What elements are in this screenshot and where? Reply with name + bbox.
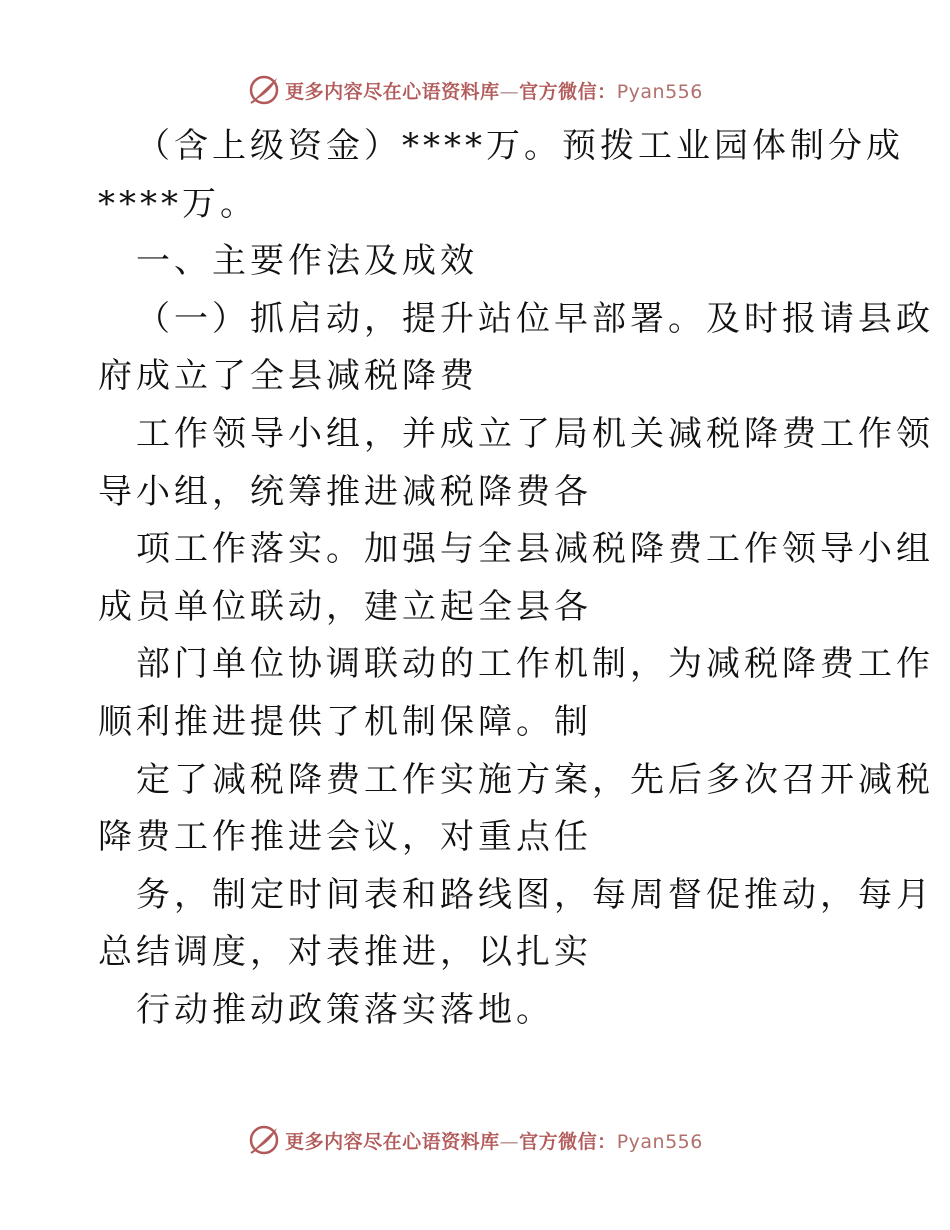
pen-quill-logo-icon <box>247 1123 281 1157</box>
watermark-wechat-id: Pyan556 <box>616 80 703 103</box>
document-body <box>98 118 934 1040</box>
paragraph-line: 顺利推进提供了机制保障。制 <box>98 701 592 742</box>
watermark-text <box>285 1127 703 1154</box>
watermark-wechat-id: Pyan556 <box>616 1130 703 1153</box>
watermark-site-name: 更多内容尽在心语资料库 <box>285 1130 500 1153</box>
paragraph-line: 总结调度，对表推进，以扎实 <box>98 932 592 973</box>
watermark-official-label: 官方微信： <box>519 80 617 103</box>
paragraph-line: 府成立了全县减税降费 <box>98 356 478 397</box>
watermark-official-label: 官方微信： <box>519 1130 617 1153</box>
watermark-dash: — <box>499 80 520 103</box>
paragraph-line: 行动推动政策落实落地。 <box>136 989 554 1030</box>
paragraph-line: 工作领导小组，并成立了局机关减税降费工作领 <box>136 413 934 454</box>
paragraph-line: （一）抓启动，提升站位早部署。及时报请县政 <box>136 298 934 339</box>
paragraph-line: ****万。 <box>98 183 258 224</box>
watermark-dash: — <box>499 1130 520 1153</box>
paragraph-line: （含上级资金）****万。预拨工业园体制分成 <box>136 126 904 166</box>
paragraph-line: 降费工作推进会议，对重点任 <box>98 817 592 858</box>
section-heading: 一、主要作法及成效 <box>136 241 478 282</box>
watermark-text <box>285 77 703 104</box>
paragraph-line: 定了减税降费工作实施方案，先后多次召开减税 <box>136 759 934 800</box>
watermark-site-name: 更多内容尽在心语资料库 <box>285 80 500 103</box>
header-watermark <box>0 70 950 110</box>
paragraph-line: 务，制定时间表和路线图，每周督促推动，每月 <box>136 874 934 915</box>
footer-watermark <box>0 1120 950 1160</box>
paragraph-line: 项工作落实。加强与全县减税降费工作领导小组 <box>136 529 934 570</box>
pen-quill-logo-icon <box>247 73 281 107</box>
paragraph-line: 导小组，统筹推进减税降费各 <box>98 471 592 512</box>
paragraph-line: 部门单位协调联动的工作机制，为减税降费工作 <box>136 644 934 685</box>
paragraph-line: 成员单位联动，建立起全县各 <box>98 586 592 627</box>
